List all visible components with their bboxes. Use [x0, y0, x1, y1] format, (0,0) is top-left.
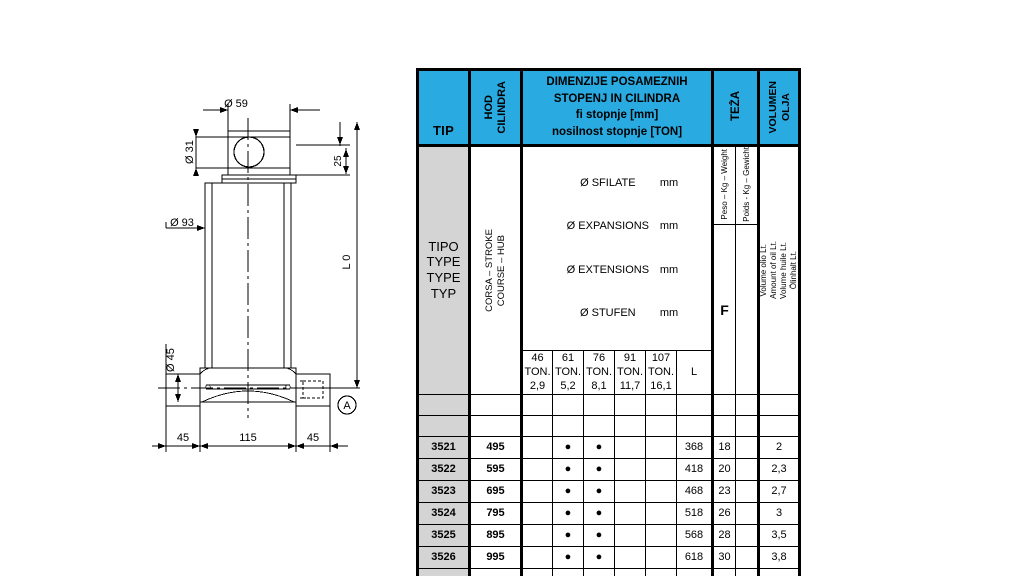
f-label-cell: F: [714, 225, 736, 394]
stage-dot: [565, 551, 572, 563]
ton-col-4: 107 TON. 16,1: [646, 350, 677, 394]
subheader-weight: [713, 145, 759, 394]
cell-stage-2-4: [646, 480, 677, 502]
header-cilindra-label: CILINDRA: [496, 81, 508, 134]
ton-col-3: 91 TON. 11,7: [615, 350, 646, 394]
cell-stage-5-2: [584, 546, 615, 568]
cell-tip-0: 3521: [418, 436, 470, 458]
dim-top-height: 25: [333, 155, 344, 167]
spacer3-f: [713, 568, 736, 576]
spacer-s0: [522, 394, 553, 415]
cell-l-1: 418: [677, 458, 713, 480]
poids-cell: Poids - Kg – Gewicht: [741, 146, 751, 222]
cell-stage-1-0: [522, 458, 553, 480]
cell-stage-3-2: [584, 502, 615, 524]
header-volumen-olja: [759, 70, 800, 146]
peso-cell: Peso – Kg – Weight: [714, 147, 736, 225]
volume-line-2: Volume huile Lt.: [779, 241, 788, 299]
stage-dot: [596, 529, 603, 541]
sfilate-unit-1: mm: [659, 220, 679, 233]
cell-hod-3: 795: [470, 502, 522, 524]
cell-f-0: 18: [713, 436, 736, 458]
spacer-vol: [759, 394, 800, 415]
spacer3-hod: [470, 568, 522, 576]
cell-volume-3: 3: [759, 502, 800, 524]
spacer2-l: [677, 415, 713, 436]
dim-pin-diameter: Ø 31: [184, 140, 196, 164]
spacer2-poids: [736, 415, 759, 436]
dim-base-right: 45: [306, 432, 320, 444]
cell-stage-1-1: [553, 458, 584, 480]
cell-poids-5: [736, 546, 759, 568]
cell-stage-2-2: [584, 480, 615, 502]
cell-stage-5-4: [646, 546, 677, 568]
cell-stage-1-4: [646, 458, 677, 480]
tipo-line-3: TYP: [430, 286, 457, 302]
table-row: [418, 524, 800, 546]
dim-base-left: 45: [176, 432, 190, 444]
cell-f-3: 26: [713, 502, 736, 524]
cell-l-0: 368: [677, 436, 713, 458]
cell-stage-2-0: [522, 480, 553, 502]
l-label-cell: L: [677, 350, 713, 394]
technical-drawing: [0, 0, 410, 576]
title-line-1: DIMENZIJE POSAMEZNIH: [546, 76, 688, 88]
spacer2-tip: [418, 415, 470, 436]
ton-col-1: 61 TON. 5,2: [553, 350, 584, 394]
cell-poids-4: [736, 524, 759, 546]
cell-stage-0-2: [584, 436, 615, 458]
spacer3-s0: [522, 568, 553, 576]
cell-stage-1-2: [584, 458, 615, 480]
subheader-sfilate-list: [522, 145, 713, 350]
spacer2-f: [713, 415, 736, 436]
stage-dot: [596, 463, 603, 475]
cell-hod-0: 495: [470, 436, 522, 458]
cell-l-2: 468: [677, 480, 713, 502]
dim-body-diameter: Ø 93: [170, 217, 194, 229]
cell-stage-3-3: [615, 502, 646, 524]
spacer-s4: [646, 394, 677, 415]
title-line-2: STOPENJ IN CILINDRA: [553, 92, 681, 105]
cell-stage-4-1: [553, 524, 584, 546]
stage-dot: [565, 463, 572, 475]
spacer-row-bottom-1: [418, 568, 800, 576]
cell-l-3: 518: [677, 502, 713, 524]
cell-tip-5: 3526: [418, 546, 470, 568]
spacer-s3: [615, 394, 646, 415]
header-teza: TEŽA: [713, 70, 759, 146]
spacer-tip: [418, 394, 470, 415]
spacer3-vol: [759, 568, 800, 576]
cell-hod-2: 695: [470, 480, 522, 502]
cell-volume-1: 2,3: [759, 458, 800, 480]
title-line-4: nosilnost stopnje [TON]: [551, 126, 683, 139]
cell-stage-2-3: [615, 480, 646, 502]
cylinder-svg: [0, 0, 410, 576]
dim-top-diameter: Ø 59: [224, 98, 248, 110]
cell-volume-5: 3,8: [759, 546, 800, 568]
sfilate-line-2: Ø EXTENSIONS: [566, 263, 650, 276]
subheader-tipo-type: [418, 145, 470, 394]
table-row: [418, 458, 800, 480]
spacer2-s3: [615, 415, 646, 436]
header-tip: TIP: [418, 70, 470, 146]
table-subheader-sfilate: [418, 145, 800, 350]
cell-stage-3-1: [553, 502, 584, 524]
spacer2-s0: [522, 415, 553, 436]
spacer3-s1: [553, 568, 584, 576]
dim-base-diameter: Ø 45: [165, 348, 177, 372]
section-marker-label: A: [343, 400, 351, 412]
cell-stage-0-4: [646, 436, 677, 458]
stage-dot: [565, 485, 572, 497]
cell-f-5: 30: [713, 546, 736, 568]
ton-col-2: 76 TON. 8,1: [584, 350, 615, 394]
volume-line-0: Volume olio Lt.: [759, 244, 768, 297]
subheader-volume: [759, 145, 800, 394]
cell-poids-3: [736, 502, 759, 524]
cell-hod-4: 895: [470, 524, 522, 546]
spacer2-vol: [759, 415, 800, 436]
cell-f-4: 28: [713, 524, 736, 546]
stage-dot: [565, 507, 572, 519]
header-olja-label: OLJA: [779, 93, 792, 122]
cell-stage-0-1: [553, 436, 584, 458]
sfilate-unit-3: mm: [659, 307, 679, 320]
tipo-line-1: TYPE: [426, 254, 461, 270]
spacer2-s2: [584, 415, 615, 436]
stage-dot: [565, 529, 572, 541]
cell-stage-1-3: [615, 458, 646, 480]
sfilate-unit-0: mm: [659, 176, 679, 189]
spacer3-s3: [615, 568, 646, 576]
cell-poids-2: [736, 480, 759, 502]
table-row: [418, 502, 800, 524]
cell-stage-4-0: [522, 524, 553, 546]
cell-hod-1: 595: [470, 458, 522, 480]
spacer-row-top-1: [418, 394, 800, 415]
cell-stage-0-3: [615, 436, 646, 458]
stage-dot: [596, 441, 603, 453]
spacer-hod: [470, 394, 522, 415]
header-dimensions-title: [522, 70, 713, 146]
cell-volume-2: 2,7: [759, 480, 800, 502]
volume-line-3: Ölinhalt Lt.: [789, 251, 798, 290]
cell-volume-4: 3,5: [759, 524, 800, 546]
spacer3-l: [677, 568, 713, 576]
spacer2-s1: [553, 415, 584, 436]
course-hub-label: COURSE – HUB: [496, 234, 507, 306]
specification-table: [416, 68, 801, 576]
table-row: [418, 546, 800, 568]
spacer-s2: [584, 394, 615, 415]
header-hod-cilindra: [470, 70, 522, 146]
cell-stage-4-2: [584, 524, 615, 546]
cell-stage-5-1: [553, 546, 584, 568]
sfilate-unit-2: mm: [659, 263, 679, 276]
header-hod-label: HOD: [483, 95, 495, 120]
corsa-stroke-label: CORSA – STROKE: [484, 228, 495, 312]
sfilate-line-3: Ø STUFEN: [580, 307, 636, 320]
table-row: [418, 436, 800, 458]
cell-stage-3-0: [522, 502, 553, 524]
spacer-s1: [553, 394, 584, 415]
cell-f-1: 20: [713, 458, 736, 480]
dim-overall-length: L 0: [341, 254, 353, 270]
cell-hod-5: 995: [470, 546, 522, 568]
tipo-line-0: TIPO: [428, 238, 459, 254]
header-volumen-label: VOLUMEN: [766, 81, 779, 134]
cell-f-2: 23: [713, 480, 736, 502]
stage-dot: [565, 441, 572, 453]
sfilate-line-0: Ø SFILATE: [580, 176, 636, 189]
table-row: [418, 480, 800, 502]
subheader-corsa-stroke: [470, 145, 522, 394]
cell-stage-4-3: [615, 524, 646, 546]
trunnion-right: [296, 374, 330, 406]
volume-line-1: Amount of oil Lt.: [769, 241, 778, 300]
pin-bore: [234, 137, 264, 167]
cell-l-5: 618: [677, 546, 713, 568]
cell-tip-1: 3522: [418, 458, 470, 480]
spacer2-s4: [646, 415, 677, 436]
spacer3-poids: [736, 568, 759, 576]
cell-stage-4-4: [646, 524, 677, 546]
cell-volume-0: 2: [759, 436, 800, 458]
title-line-3: fi stopnje [mm]: [575, 109, 659, 122]
cell-tip-2: 3523: [418, 480, 470, 502]
cell-stage-3-4: [646, 502, 677, 524]
stage-dot: [596, 507, 603, 519]
cell-tip-3: 3524: [418, 502, 470, 524]
cell-l-4: 568: [677, 524, 713, 546]
spacer3-s4: [646, 568, 677, 576]
cell-stage-5-3: [615, 546, 646, 568]
stage-dot: [596, 485, 603, 497]
tipo-line-2: TYPE: [426, 270, 461, 286]
ton-col-0: 46 TON. 2,9: [522, 350, 553, 394]
cell-poids-1: [736, 458, 759, 480]
spacer-l: [677, 394, 713, 415]
trunnion-left: [166, 374, 200, 406]
spacer3-s2: [584, 568, 615, 576]
spacer-poids: [736, 394, 759, 415]
poids-empty-cell: [736, 225, 758, 394]
spacer2-hod: [470, 415, 522, 436]
cell-poids-0: [736, 436, 759, 458]
stage-dot: [596, 551, 603, 563]
spacer3-tip: [418, 568, 470, 576]
cell-stage-2-1: [553, 480, 584, 502]
sfilate-line-1: Ø EXPANSIONS: [566, 220, 649, 233]
table-header-blue: [418, 70, 800, 146]
cell-stage-0-0: [522, 436, 553, 458]
spacer-f: [713, 394, 736, 415]
cell-tip-4: 3525: [418, 524, 470, 546]
cell-stage-5-0: [522, 546, 553, 568]
dim-base-center: 115: [239, 432, 257, 444]
spacer-row-top-2: [418, 415, 800, 436]
